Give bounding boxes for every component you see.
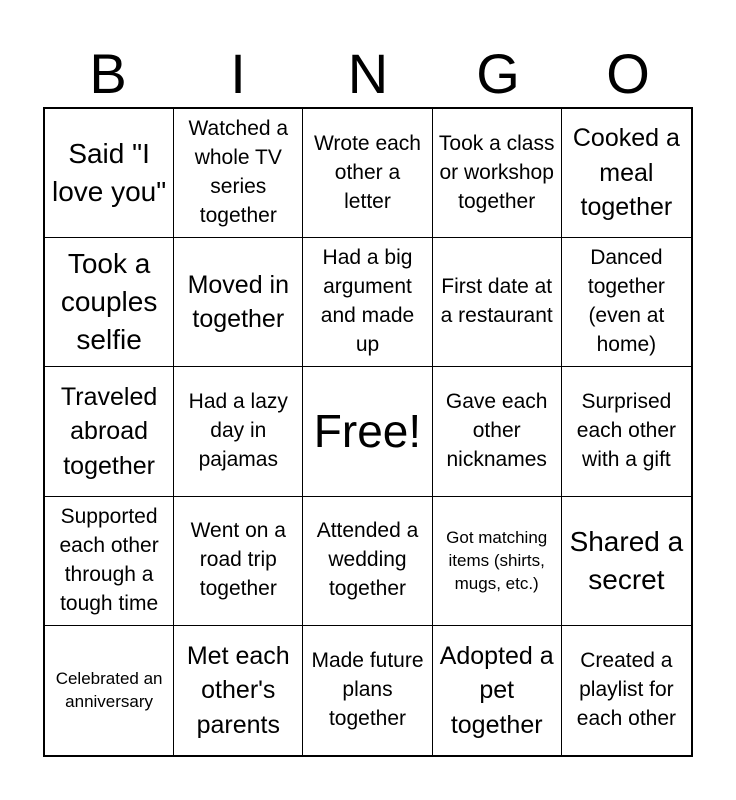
header-letter-n: N — [347, 42, 389, 105]
bingo-cell[interactable] — [562, 497, 691, 626]
header-letter-i: I — [230, 42, 246, 105]
bingo-cell[interactable] — [174, 626, 303, 755]
bingo-cell[interactable] — [174, 497, 303, 626]
cell-text: Surprised each other with a gift — [576, 390, 677, 471]
bingo-cell[interactable] — [174, 367, 303, 496]
cell-text: Wrote each other a letter — [313, 131, 421, 213]
header-letter-b: B — [89, 42, 127, 105]
bingo-cell[interactable] — [562, 109, 691, 238]
cell-text: Said "I love you" — [51, 138, 167, 208]
cell-text: Got matching items (shirts, mugs, etc.) — [446, 527, 548, 594]
cell-text: Went on a road trip together — [190, 519, 286, 601]
cell-text: Created a playlist for each other — [576, 648, 677, 730]
bingo-cell[interactable] — [562, 626, 691, 755]
cell-text: Took a class or workshop together — [438, 131, 555, 213]
free-space-cell[interactable] — [303, 367, 432, 496]
bingo-cell[interactable] — [45, 367, 174, 496]
cell-text: Gave each other nicknames — [445, 390, 548, 471]
bingo-cell[interactable] — [174, 238, 303, 367]
bingo-cell[interactable] — [433, 497, 562, 626]
cell-text: Celebrated an anniversary — [55, 668, 163, 712]
cell-text: Had a lazy day in pajamas — [188, 390, 288, 471]
bingo-cell[interactable] — [433, 238, 562, 367]
cell-text: Had a big argument and made up — [320, 246, 415, 357]
bingo-cell[interactable] — [562, 238, 691, 367]
cell-text: Supported each other through a tough time — [59, 504, 159, 615]
cell-text: Traveled abroad together — [60, 382, 158, 480]
cell-text: Took a couples selfie — [60, 248, 158, 356]
header-letter-o: O — [606, 42, 650, 105]
bingo-cell[interactable] — [433, 367, 562, 496]
cell-text: Adopted a pet together — [439, 641, 554, 739]
cell-text: Danced together (even at home) — [587, 246, 665, 357]
cell-text: Shared a secret — [569, 525, 684, 595]
bingo-cell[interactable] — [303, 497, 432, 626]
cell-text: Moved in together — [187, 270, 290, 334]
bingo-cell[interactable] — [433, 626, 562, 755]
bingo-cell[interactable] — [45, 626, 174, 755]
cell-text: First date at a restaurant — [440, 275, 553, 328]
bingo-cell[interactable] — [562, 367, 691, 496]
bingo-cell[interactable] — [303, 626, 432, 755]
bingo-cell[interactable] — [45, 109, 174, 238]
cell-text: Made future plans together — [311, 648, 424, 730]
cell-text: Met each other's parents — [186, 641, 290, 739]
bingo-cell[interactable] — [433, 109, 562, 238]
header-letter-g: G — [476, 42, 520, 105]
bingo-cell[interactable] — [45, 238, 174, 367]
cell-text: Attended a wedding together — [316, 519, 419, 601]
bingo-cell[interactable] — [303, 238, 432, 367]
cell-text: Cooked a meal together — [572, 124, 680, 222]
cell-text: Watched a whole TV series together — [188, 117, 289, 228]
bingo-header — [43, 40, 693, 108]
bingo-cell[interactable] — [174, 109, 303, 238]
free-space-text: Free! — [313, 405, 422, 458]
bingo-board — [43, 107, 693, 757]
bingo-cell[interactable] — [45, 497, 174, 626]
bingo-cell[interactable] — [303, 109, 432, 238]
